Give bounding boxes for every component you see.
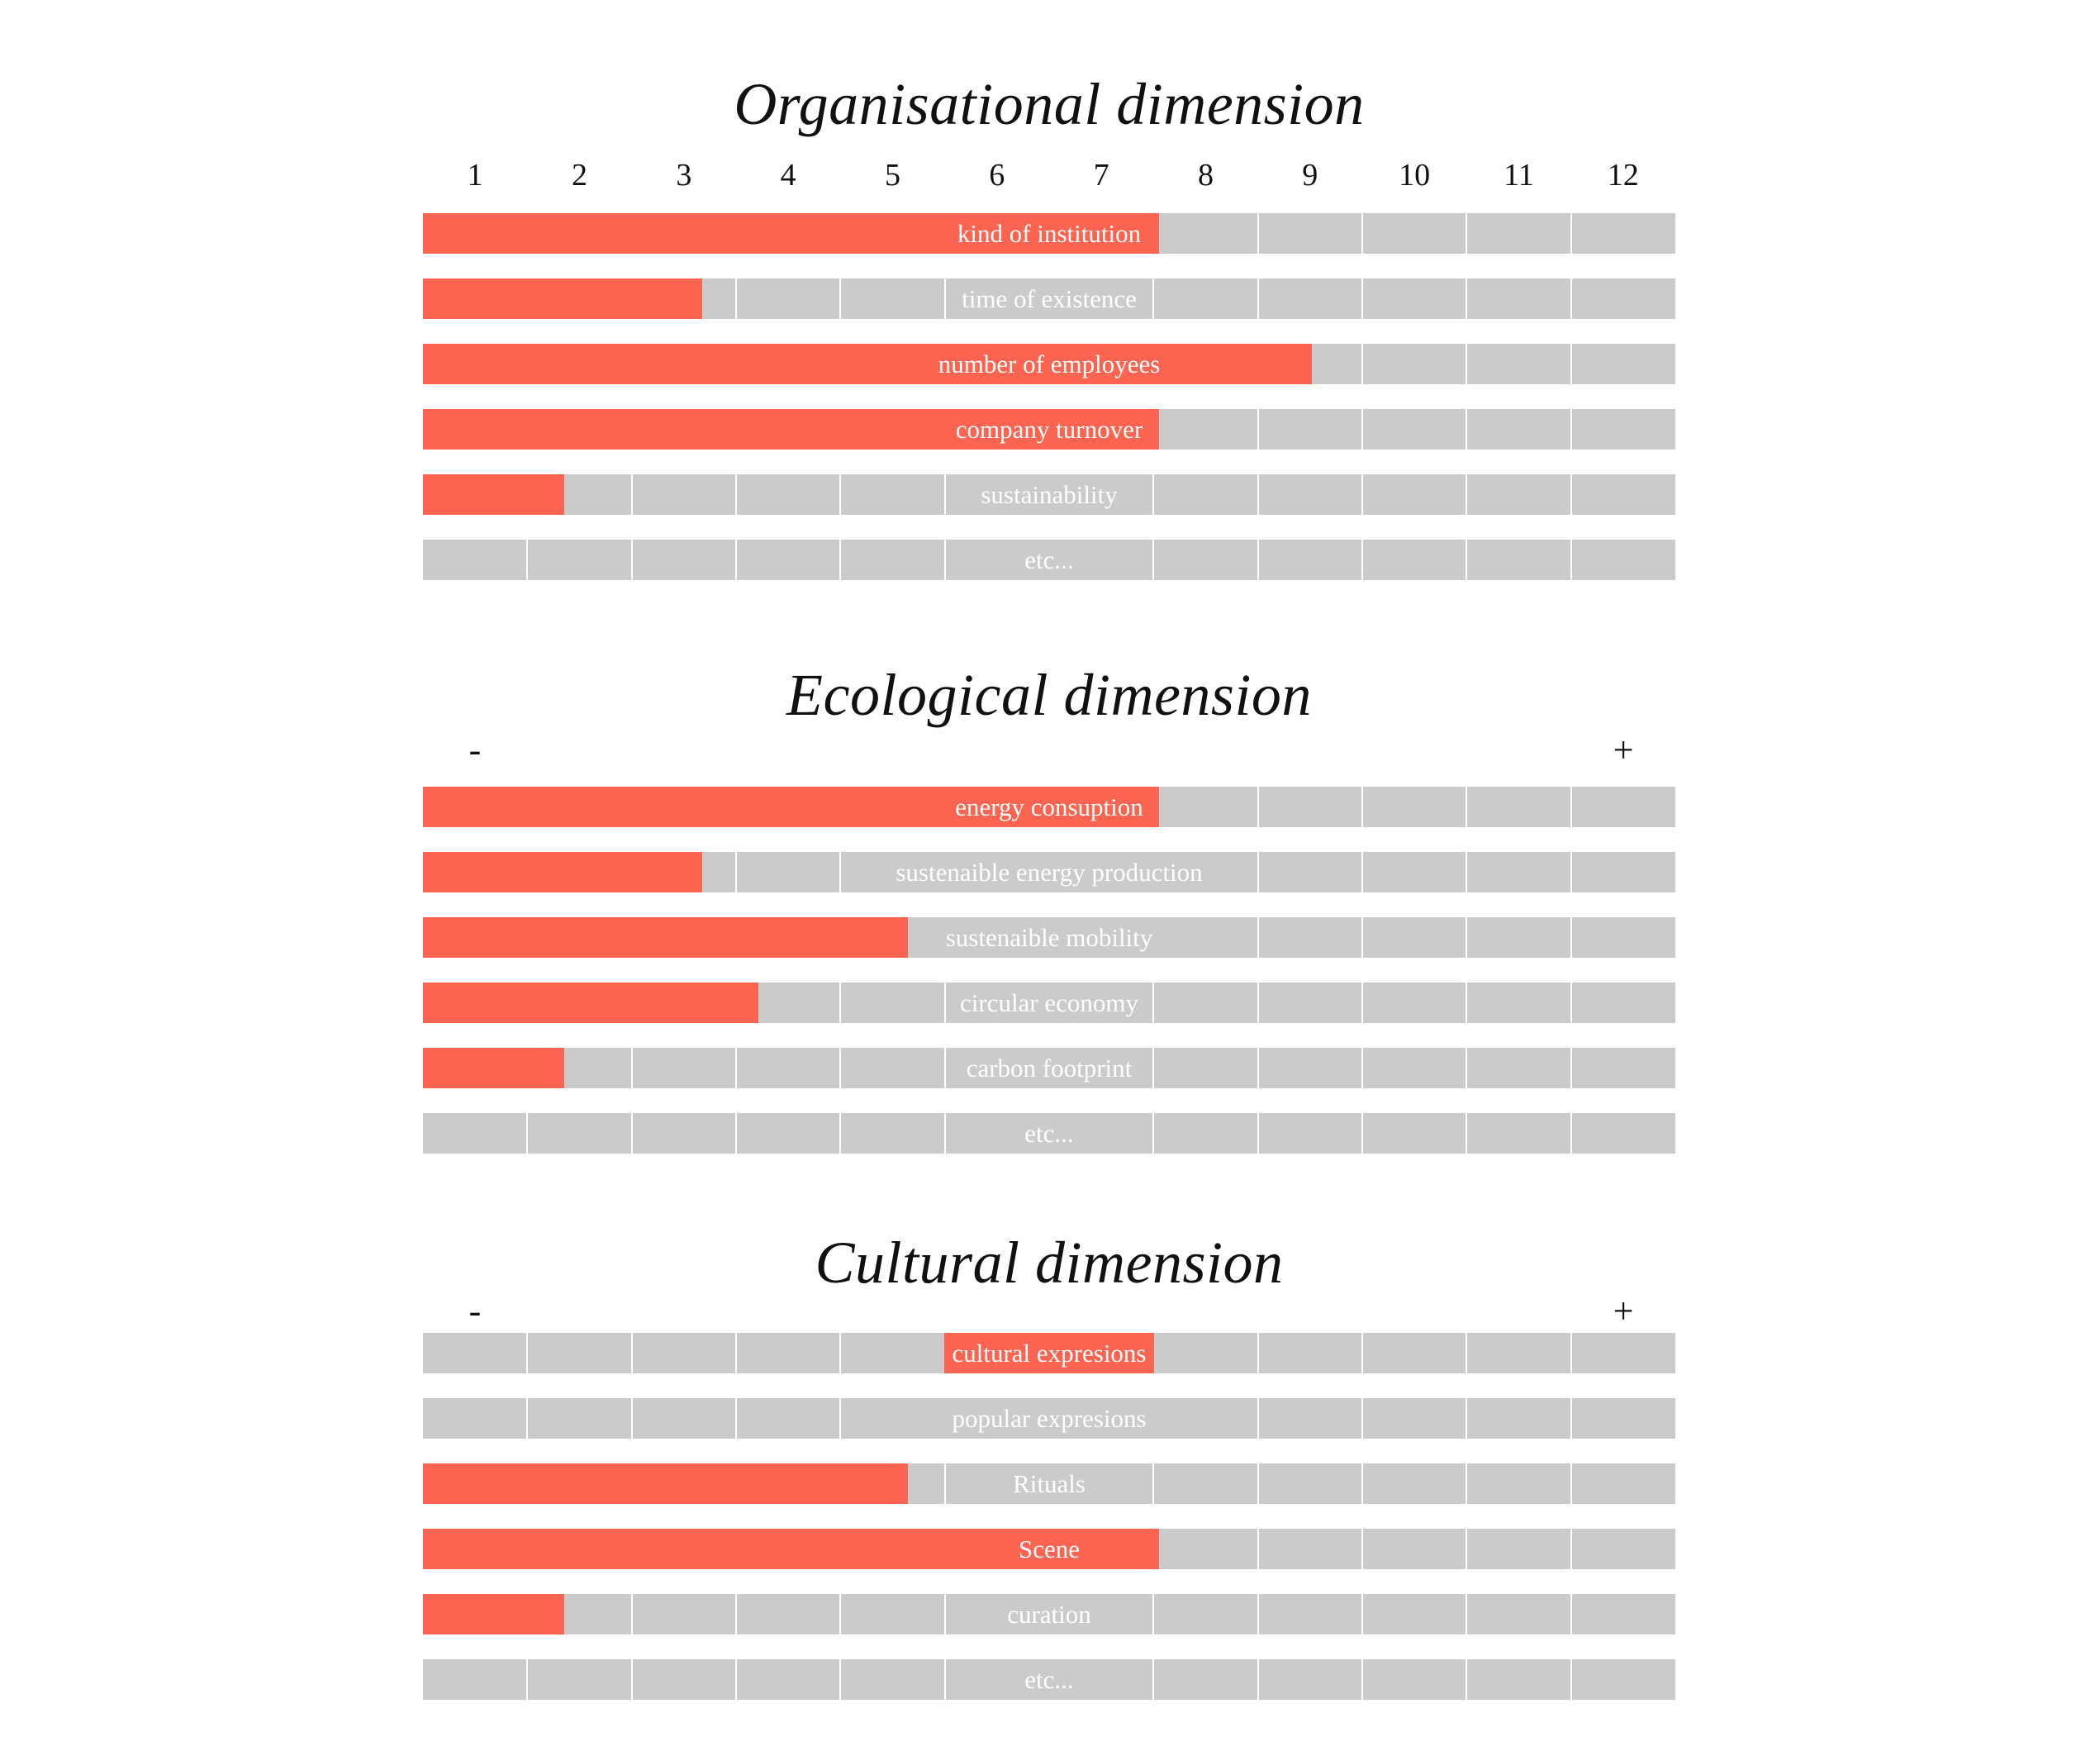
axis-tick: 5 <box>884 158 900 193</box>
bar-label: Rituals <box>1005 1463 1093 1504</box>
bar-label-wrap <box>423 1333 1675 1373</box>
axis-minus-label: - <box>468 1291 482 1331</box>
bar-label: circular economy <box>953 983 1146 1023</box>
infographic-canvas <box>423 0 1675 1700</box>
bar-label-wrap <box>423 1398 1675 1439</box>
bar-label: cultural expresions <box>944 1333 1153 1373</box>
axis-tick: 10 <box>1399 158 1431 193</box>
bar-row <box>423 983 1675 1023</box>
bar-label-wrap <box>423 1529 1675 1569</box>
bar-label-wrap <box>423 278 1675 319</box>
axis-minus-label: - <box>468 730 482 770</box>
bar-rows <box>423 213 1675 580</box>
section-cultural-dimension <box>423 1230 1675 1700</box>
bar-label-wrap <box>423 213 1675 254</box>
bar-label: etc... <box>1017 1113 1081 1154</box>
bar-label: etc... <box>1017 1659 1081 1700</box>
bar-label-wrap <box>423 409 1675 450</box>
section-ecological-dimension <box>423 662 1675 1154</box>
axis-tick: 11 <box>1504 158 1534 193</box>
bar-label-wrap <box>423 917 1675 958</box>
bar-label: curation <box>1000 1594 1099 1634</box>
bar-rows <box>423 1333 1675 1700</box>
bar-row <box>423 787 1675 827</box>
bar-row <box>423 1113 1675 1154</box>
bar-label-wrap <box>423 1048 1675 1088</box>
section-title: Cultural dimension <box>815 1230 1284 1296</box>
axis-minus-plus <box>423 1291 1675 1331</box>
axis-minus-plus <box>423 731 1675 769</box>
bar-label-wrap <box>423 1113 1675 1154</box>
bar-row <box>423 1659 1675 1700</box>
bar-row <box>423 1529 1675 1569</box>
bar-label: number of employees <box>931 344 1168 384</box>
bar-label: sustenaible energy production <box>888 852 1209 892</box>
bar-label: etc... <box>1017 540 1081 580</box>
bar-label-wrap <box>423 983 1675 1023</box>
axis-tick: 4 <box>780 158 796 193</box>
bar-label: company turnover <box>948 409 1150 450</box>
bar-rows <box>423 787 1675 1154</box>
section-title: Ecological dimension <box>786 662 1312 728</box>
bar-label: time of existence <box>954 278 1144 319</box>
bar-row <box>423 1463 1675 1504</box>
bar-row <box>423 917 1675 958</box>
bar-label-wrap <box>423 852 1675 892</box>
bar-row <box>423 278 1675 319</box>
bar-label: sustenaible mobility <box>938 917 1161 958</box>
bar-label-wrap <box>423 1594 1675 1634</box>
section-title: Organisational dimension <box>734 71 1365 137</box>
bar-label-wrap <box>423 540 1675 580</box>
axis-tick: 8 <box>1197 158 1214 193</box>
bar-label: energy consuption <box>948 787 1151 827</box>
axis-plus-label: + <box>1613 1291 1634 1331</box>
bar-label-wrap <box>423 1463 1675 1504</box>
bar-label-wrap <box>423 1659 1675 1700</box>
bar-label-wrap <box>423 787 1675 827</box>
bar-row <box>423 344 1675 384</box>
axis-scale-1-12 <box>423 157 1675 193</box>
axis-tick: 1 <box>467 158 483 193</box>
axis-tick: 7 <box>1093 158 1109 193</box>
axis-tick: 3 <box>676 158 692 193</box>
bar-row <box>423 1594 1675 1634</box>
bar-row <box>423 540 1675 580</box>
axis-plus-label: + <box>1613 730 1634 770</box>
bar-row <box>423 409 1675 450</box>
bar-row <box>423 1398 1675 1439</box>
axis-tick: 2 <box>571 158 587 193</box>
bar-row <box>423 213 1675 254</box>
bar-label: carbon footprint <box>959 1048 1140 1088</box>
bar-label-wrap <box>423 344 1675 384</box>
bar-row <box>423 1048 1675 1088</box>
bar-row <box>423 474 1675 515</box>
bar-label-wrap <box>423 474 1675 515</box>
bar-label: kind of institution <box>950 213 1148 254</box>
section-organisational-dimension <box>423 71 1675 580</box>
bar-label: popular expresions <box>944 1398 1153 1439</box>
axis-tick: 6 <box>989 158 1005 193</box>
axis-tick: 9 <box>1302 158 1318 193</box>
bar-label: sustainability <box>973 474 1124 515</box>
bar-row <box>423 1333 1675 1373</box>
axis-tick: 12 <box>1607 158 1639 193</box>
bar-row <box>423 852 1675 892</box>
bar-label: Scene <box>1011 1529 1087 1569</box>
